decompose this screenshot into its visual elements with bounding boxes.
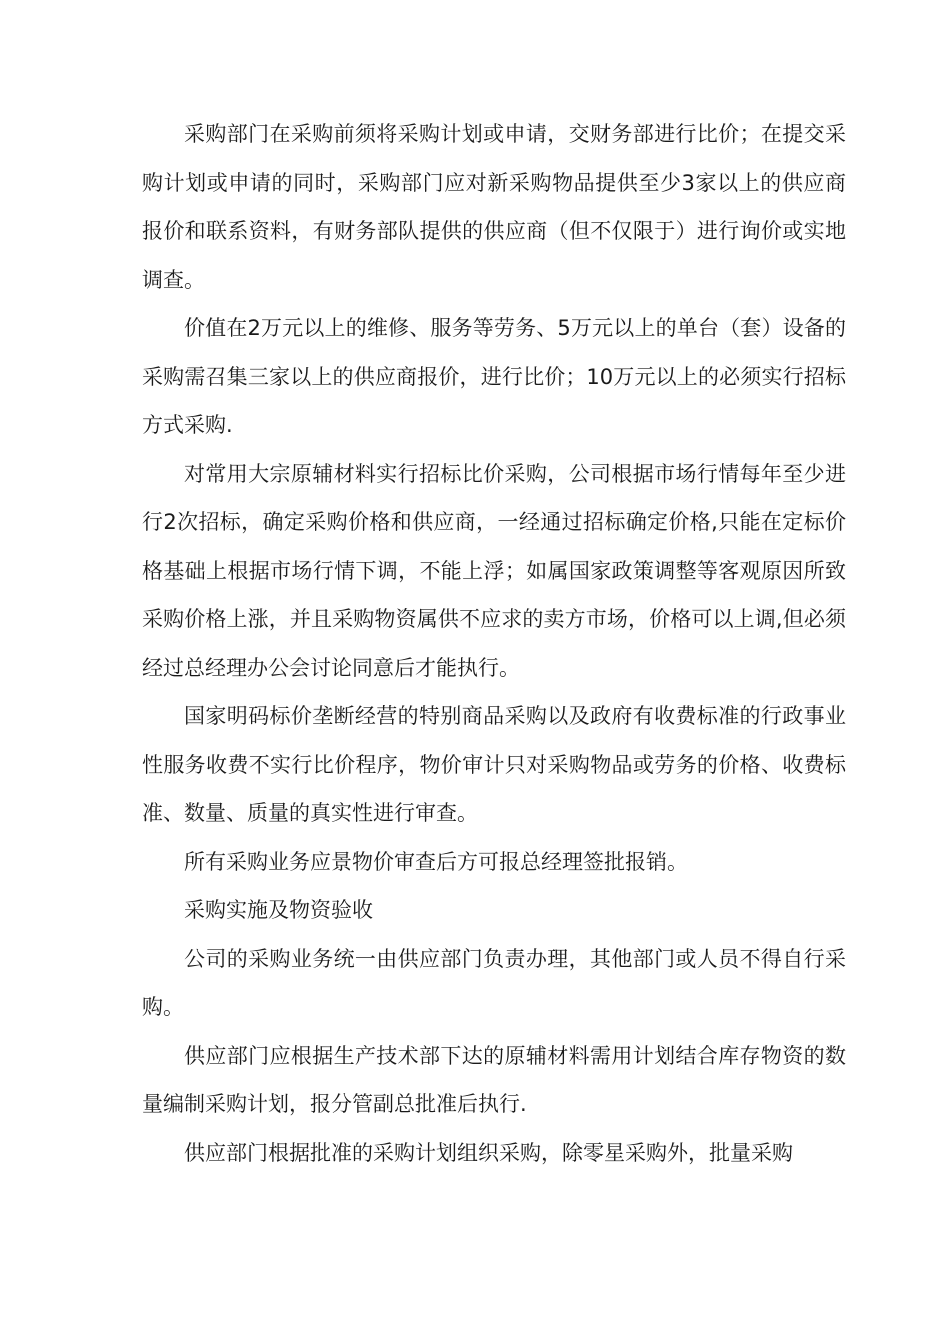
- paragraph-quotation-thresholds: 价值在2万元以上的维修、服务等劳务、5万元以上的单台（套）设备的采购需召集三家以上的供应商报价，进行比价；10万元以上的必须实行招标方式采购.: [142, 316, 846, 437]
- paragraph-bulk-material-bidding: 对常用大宗原辅材料实行招标比价采购，公司根据市场行情每年至少进行2次招标，确定采购价格和供应商，一经通过招标确定价格,只能在定标价格基础上根据市场行情下调，不能上浮；如属国家政策调整等客观原因所致采购价格上涨，并且采购物资属供不应求的卖方市场，价格可以上调,但必须经过总经理办公会讨论同意后才能执行。: [142, 461, 846, 680]
- paragraph-approval-reimbursement: 所有采购业务应景物价审查后方可报总经理签批报销。: [184, 849, 688, 874]
- section-heading-implementation-acceptance: 采购实施及物资验收: [184, 898, 373, 922]
- paragraph-organize-purchasing: 供应部门根据批准的采购计划组织采购，除零星采购外，批量采购: [184, 1140, 793, 1165]
- paragraph-unified-purchasing: 公司的采购业务统一由供应部门负责办理，其他部门或人员不得自行采购。: [142, 946, 846, 1019]
- document-body: [142, 110, 846, 1177]
- paragraph-price-comparison: 采购部门在采购前须将采购计划或申请，交财务部进行比价；在提交采购计划或申请的同时，采购部门应对新采购物品提供至少3家以上的供应商报价和联系资料，有财务部队提供的供应商（但不仅限于）进行询价或实地调查。: [142, 122, 846, 292]
- paragraph-purchase-plan: 供应部门应根据生产技术部下达的原辅材料需用计划结合库存物资的数量编制采购计划，报分管副总批准后执行.: [142, 1043, 846, 1116]
- paragraph-state-priced-goods: 国家明码标价垄断经营的特别商品采购以及政府有收费标准的行政事业性服务收费不实行比价程序，物价审计只对采购物品或劳务的价格、收费标准、数量、质量的真实性进行审查。: [142, 704, 846, 825]
